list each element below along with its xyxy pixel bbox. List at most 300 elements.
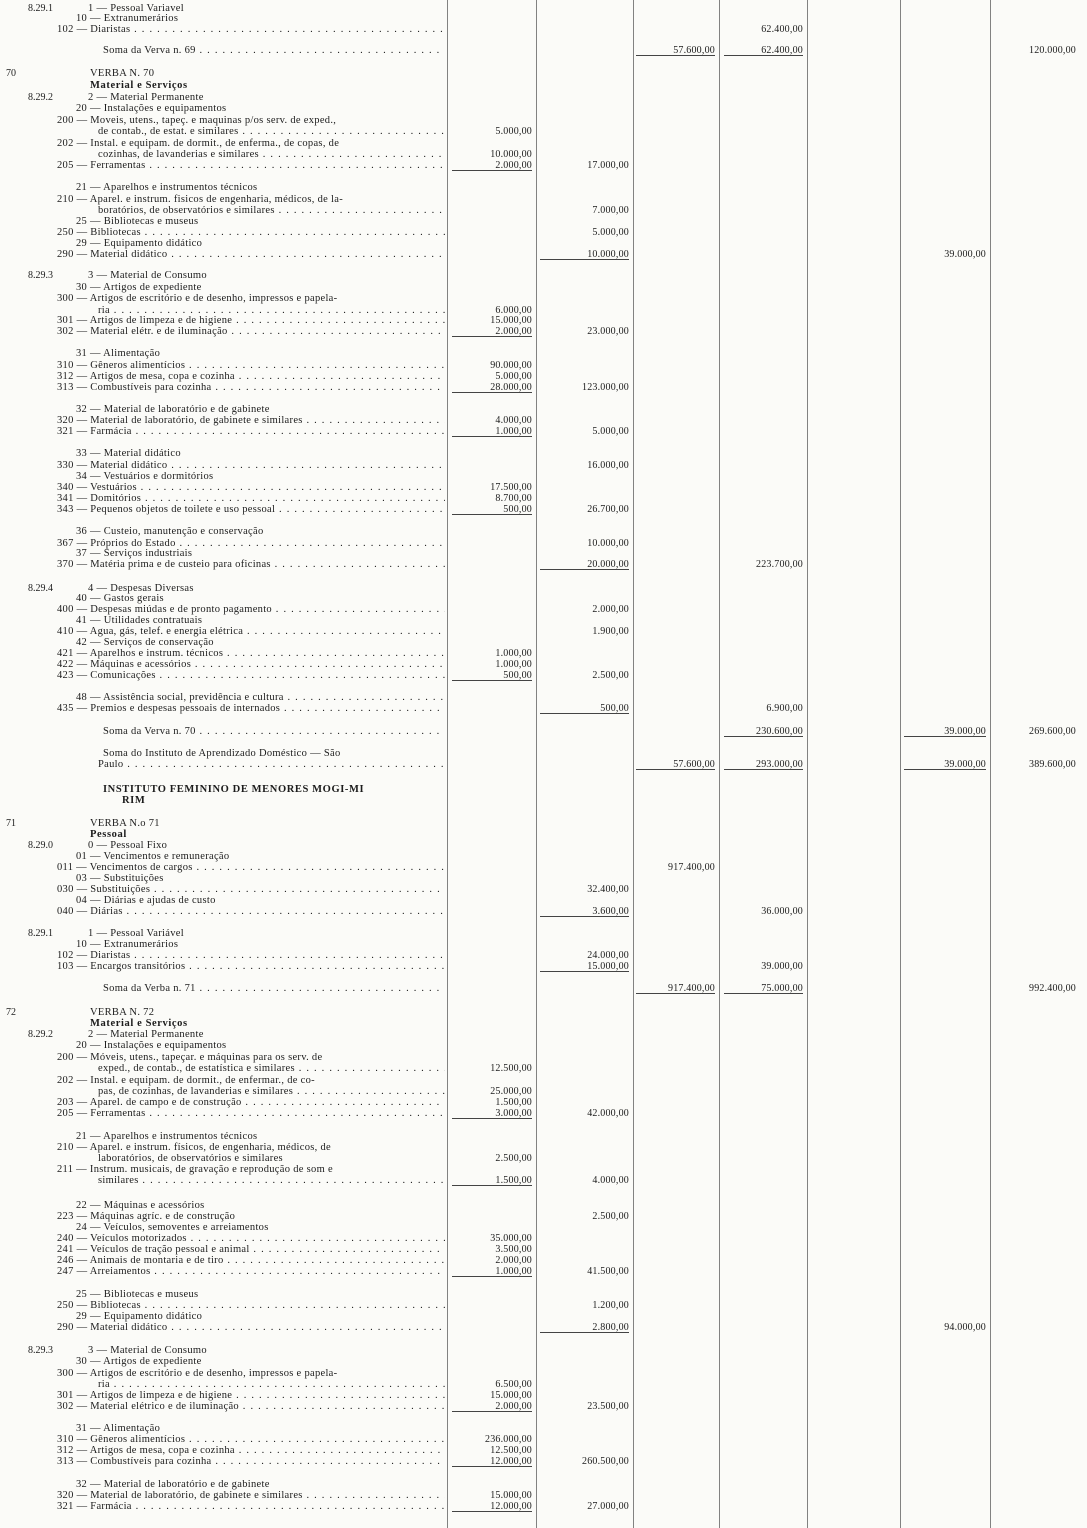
amount-column-3: 917.400,00: [668, 862, 715, 873]
item-description: Soma do Instituto de Aprendizado Doméstico — São: [103, 748, 341, 759]
verba-number: 72: [6, 1007, 16, 1018]
item-description: 25 — Bibliotecas e museus: [76, 216, 199, 227]
item-description: 367 — Próprios do Estado . . .: [57, 538, 445, 549]
item-description: 03 — Substituições: [76, 873, 164, 884]
budget-row: [0, 238, 1087, 249]
amount-column-2: 2.000,00: [592, 604, 629, 615]
budget-row: [0, 138, 1087, 149]
amount-column-2: 16.000,00: [587, 460, 629, 471]
item-description: 34 — Vestuários e dormitórios: [76, 471, 214, 482]
amount-column-4: 39.000,00: [761, 961, 803, 972]
item-description: 330 — Material didático . . .: [57, 460, 445, 471]
budget-row: [0, 895, 1087, 906]
budget-row: [0, 493, 1087, 504]
item-description: 103 — Encargos transitórios . . .: [57, 961, 445, 972]
budget-row: [0, 216, 1087, 227]
budget-row: [0, 1255, 1087, 1266]
budget-row: [0, 818, 1087, 829]
amount-column-6: 389.600,00: [1029, 759, 1076, 770]
amount-column-2: 1.900,00: [592, 626, 629, 637]
budget-row: [0, 115, 1087, 126]
budget-row: [0, 1200, 1087, 1211]
amount-column-1: 236.000,00: [485, 1434, 532, 1445]
amount-column-4: 75.000,00: [724, 983, 803, 994]
item-code: 8.29.2: [28, 92, 53, 103]
amount-column-1: 2.500,00: [495, 1153, 532, 1164]
item-description: 370 — Matéria prima e de custeio para oficinas . . .: [57, 559, 445, 570]
budget-row: [0, 1401, 1087, 1412]
item-description: Paulo . . .: [98, 759, 445, 770]
budget-row: [0, 1175, 1087, 1186]
item-description: 2 — Material Permanente: [88, 1029, 204, 1040]
item-description: Soma da Verva n. 69 . . .: [103, 45, 445, 56]
item-description: 290 — Material didático . . .: [57, 1322, 445, 1333]
budget-row: [0, 604, 1087, 615]
budget-row: [0, 1142, 1087, 1153]
budget-row: [0, 795, 1087, 806]
amount-column-1: 15.000,00: [490, 1390, 532, 1401]
budget-row: [0, 670, 1087, 681]
amount-column-1: 6.000,00: [495, 305, 532, 316]
amount-column-6: 269.600,00: [1029, 726, 1076, 737]
item-description: 21 — Aparelhos e instrumentos técnicos: [76, 182, 258, 193]
item-description: Soma da Verba n. 71 . . .: [103, 983, 445, 994]
item-description: 223 — Máquinas agríc. e de construção: [57, 1211, 236, 1222]
item-description: 42 — Serviços de conservação: [76, 637, 214, 648]
item-description: VERBA N.o 71: [90, 818, 160, 829]
item-description: 48 — Assistência social, previdência e cultura . . .: [76, 692, 445, 703]
item-description: Material e Serviços: [90, 1018, 188, 1029]
budget-row: [0, 282, 1087, 293]
amount-column-2: 10.000,00: [540, 249, 629, 260]
budget-row: [0, 68, 1087, 79]
item-description: 29 — Equipamento didático: [76, 238, 203, 249]
budget-row: [0, 326, 1087, 337]
budget-row: [0, 983, 1087, 994]
item-description: 421 — Aparelhos e instrum. técnicos . . .: [57, 648, 445, 659]
budget-row: [0, 851, 1087, 862]
budget-row: [0, 1244, 1087, 1255]
item-description: 24 — Veículos, semoventes e arreiamentos: [76, 1222, 269, 1233]
budget-row: [0, 637, 1087, 648]
amount-column-1: 15.000,00: [490, 1490, 532, 1501]
budget-row: [0, 126, 1087, 137]
verba-number: 71: [6, 818, 16, 829]
budget-row: [0, 80, 1087, 91]
amount-column-3: 917.400,00: [636, 983, 715, 994]
amount-column-1: 1.500,00: [452, 1175, 532, 1186]
amount-column-1: 1.000,00: [495, 648, 532, 659]
item-description: VERBA N. 72: [90, 1007, 155, 1018]
budget-row: [0, 1490, 1087, 1501]
amount-column-2: 2.500,00: [592, 670, 629, 681]
item-description: 29 — Equipamento didático: [76, 1311, 203, 1322]
item-description: boratórios, de observatórios e similares . . .: [98, 205, 445, 216]
item-description: 030 — Substituições . . .: [57, 884, 445, 895]
budget-row: [0, 293, 1087, 304]
budget-row: [0, 1108, 1087, 1119]
item-description: 4 — Despesas Diversas: [88, 583, 194, 594]
budget-row: [0, 103, 1087, 114]
budget-row: [0, 884, 1087, 895]
budget-row: [0, 1356, 1087, 1367]
budget-row: [0, 626, 1087, 637]
budget-row: [0, 1153, 1087, 1164]
amount-column-1: 35.000,00: [490, 1233, 532, 1244]
item-description: 20 — Instalações e equipamentos: [76, 1040, 227, 1051]
item-description: cozinhas, de lavanderias e similares . . .: [98, 149, 445, 160]
amount-column-4: 62.400,00: [761, 24, 803, 35]
budget-row: [0, 1211, 1087, 1222]
amount-column-1: 2.000,00: [452, 326, 532, 337]
item-description: laboratórios, de observatórios e similares: [98, 1153, 283, 1164]
budget-row: [0, 1233, 1087, 1244]
item-description: 040 — Diárias . . .: [57, 906, 445, 917]
item-description: 313 — Combustíveis para cozinha . . .: [57, 1456, 445, 1467]
budget-row: [0, 471, 1087, 482]
budget-row: [0, 45, 1087, 56]
item-description: 3 — Material de Consumo: [88, 1345, 207, 1356]
amount-column-1: 12.000,00: [452, 1456, 532, 1467]
item-description: Material e Serviços: [90, 80, 188, 91]
item-description: de contab., de estat. e similares . . .: [98, 126, 445, 137]
budget-row: [0, 1379, 1087, 1390]
amount-column-1: 1.000,00: [452, 426, 532, 437]
item-code: 8.29.1: [28, 928, 53, 939]
item-description: 320 — Material de laboratório, de gabinete e similares . . .: [57, 1490, 445, 1501]
amount-column-2: 3.600,00: [540, 906, 629, 917]
item-description: 301 — Artigos de limpeza e de higiene . . .: [57, 1390, 445, 1401]
item-description: 21 — Aparelhos e instrumentos técnicos: [76, 1131, 258, 1142]
amount-column-2: 7.000,00: [592, 205, 629, 216]
verba-number: 70: [6, 68, 16, 79]
budget-row: [0, 748, 1087, 759]
item-description: 210 — Aparel. e instrum. fisicos de engenharia, médicos, de la-: [57, 194, 343, 205]
budget-row: [0, 1456, 1087, 1467]
item-description: 3 — Material de Consumo: [88, 270, 207, 281]
item-description: 211 — Instrum. musicais, de gravação e reprodução de som e: [57, 1164, 333, 1175]
item-description: pas, de cozinhas, de lavanderias e similares . . .: [98, 1086, 445, 1097]
item-description: 0 — Pessoal Fixo: [88, 840, 168, 851]
budget-row: [0, 1289, 1087, 1300]
item-description: 32 — Material de laboratório e de gabinete: [76, 1479, 270, 1490]
amount-column-2: 23.000,00: [587, 326, 629, 337]
item-description: 30 — Artigos de expediente: [76, 282, 202, 293]
budget-row: [0, 906, 1087, 917]
amount-column-1: 1.000,00: [495, 659, 532, 670]
amount-column-2: 42.000,00: [587, 1108, 629, 1119]
item-description: 410 — Agua, gás, telef. e energia elétrica . . .: [57, 626, 445, 637]
budget-row: [0, 1423, 1087, 1434]
budget-row: [0, 1075, 1087, 1086]
budget-row: [0, 1097, 1087, 1108]
amount-column-1: 10.000,00: [490, 149, 532, 160]
item-description: 202 — Instal. e equipam. de dormit., de enferma., de copas, de: [57, 138, 340, 149]
amount-column-5: 39.000,00: [944, 249, 986, 260]
amount-column-3: 57.600,00: [636, 759, 715, 770]
amount-column-6: 992.400,00: [1029, 983, 1076, 994]
item-description: 423 — Comunicações . . .: [57, 670, 445, 681]
item-description: 340 — Vestuários . . .: [57, 482, 445, 493]
item-description: 343 — Pequenos objetos de toilete e uso pessoal . . .: [57, 504, 445, 515]
item-description: 341 — Domitórios . . .: [57, 493, 445, 504]
budget-row: [0, 448, 1087, 459]
item-description: 10 — Extranumerários: [76, 939, 179, 950]
amount-column-2: 15.000,00: [540, 961, 629, 972]
amount-column-1: 3.000,00: [452, 1108, 532, 1119]
item-description: exped., de contab., de estatística e similares . . .: [98, 1063, 445, 1074]
item-code: 8.29.2: [28, 1029, 53, 1040]
item-description: 31 — Alimentação: [76, 348, 161, 359]
amount-column-1: 3.500,00: [495, 1244, 532, 1255]
item-description: 241 — Veículos de tração pessoal e animal . . .: [57, 1244, 445, 1255]
item-description: 202 — Instal. e equipam. de dormit., de enfermar., de co-: [57, 1075, 315, 1086]
item-description: 321 — Farmácia . . .: [57, 1501, 445, 1512]
budget-row: [0, 615, 1087, 626]
item-description: 240 — Veículos motorizados . . .: [57, 1233, 445, 1244]
budget-row: [0, 1007, 1087, 1018]
item-description: similares . . .: [98, 1175, 445, 1186]
amount-column-1: 1.000,00: [452, 1266, 532, 1277]
item-description: 33 — Material didático: [76, 448, 181, 459]
item-description: 435 — Premios e despesas pessoais de internados . . .: [57, 703, 445, 714]
budget-row: [0, 526, 1087, 537]
budget-row: [0, 1322, 1087, 1333]
item-description: 310 — Gêneros alimentícios . . .: [57, 360, 445, 371]
item-description: 302 — Material elétr. e de iluminação . . .: [57, 326, 445, 337]
budget-row: [0, 1164, 1087, 1175]
item-description: 011 — Vencimentos de cargos . . .: [57, 862, 445, 873]
budget-row: [0, 382, 1087, 393]
amount-column-1: 25.000,00: [490, 1086, 532, 1097]
amount-column-2: 2.800,00: [540, 1322, 629, 1333]
budget-row: [0, 703, 1087, 714]
amount-column-1: 500,00: [452, 504, 532, 515]
item-description: 312 — Artigos de mesa, copa e cozinha . . .: [57, 1445, 445, 1456]
item-description: 2 — Material Permanente: [88, 92, 204, 103]
budget-row: [0, 360, 1087, 371]
item-description: 302 — Material elétrico e de iluminação . . .: [57, 1401, 445, 1412]
budget-row: [0, 1063, 1087, 1074]
item-code: 8.29.3: [28, 1345, 53, 1356]
item-description: 290 — Material didático . . .: [57, 249, 445, 260]
budget-row: [0, 1029, 1087, 1040]
amount-column-2: 5.000,00: [592, 227, 629, 238]
item-description: 40 — Gastos gerais: [76, 593, 164, 604]
budget-row: [0, 1368, 1087, 1379]
item-description: ria . . .: [98, 1379, 445, 1390]
budget-row: [0, 415, 1087, 426]
item-description: 205 — Ferramentas . . .: [57, 1108, 445, 1119]
amount-column-4: 230.600,00: [724, 726, 803, 737]
budget-row: [0, 1040, 1087, 1051]
item-description: 246 — Animais de montaria e de tiro . . .: [57, 1255, 445, 1266]
amount-column-3: 57.600,00: [636, 45, 715, 56]
item-description: 321 — Farmácia . . .: [57, 426, 445, 437]
amount-column-1: 2.000,00: [495, 1255, 532, 1266]
item-description: 31 — Alimentação: [76, 1423, 161, 1434]
item-description: 04 — Diárias e ajudas de custo: [76, 895, 216, 906]
amount-column-4: 223.700,00: [756, 559, 803, 570]
amount-column-1: 28.000,00: [452, 382, 532, 393]
budget-row: [0, 548, 1087, 559]
amount-column-1: 12.000,00: [452, 1501, 532, 1512]
budget-row: [0, 1052, 1087, 1063]
amount-column-1: 6.500,00: [495, 1379, 532, 1390]
budget-row: [0, 1300, 1087, 1311]
amount-column-1: 5.000,00: [495, 126, 532, 137]
item-description: 41 — Utilidades contratuais: [76, 615, 203, 626]
budget-row: [0, 840, 1087, 851]
amount-column-2: 500,00: [540, 703, 629, 714]
budget-row: [0, 559, 1087, 570]
budget-row: [0, 460, 1087, 471]
amount-column-5: 39.000,00: [904, 726, 986, 737]
item-description: 205 — Ferramentas . . .: [57, 160, 445, 171]
amount-column-4: 6.900,00: [766, 703, 803, 714]
budget-row: [0, 1018, 1087, 1029]
budget-row: [0, 873, 1087, 884]
item-description: 203 — Aparel. de campo e de construção . . .: [57, 1097, 445, 1108]
budget-row: [0, 92, 1087, 103]
item-code: 8.29.0: [28, 840, 53, 851]
budget-row: [0, 348, 1087, 359]
item-description: 10 — Extranumerários: [76, 13, 179, 24]
item-description: 312 — Artigos de mesa, copa e cozinha . . .: [57, 371, 445, 382]
budget-row: [0, 371, 1087, 382]
item-description: 22 — Máquinas e acessórios: [76, 1200, 205, 1211]
amount-column-1: 500,00: [452, 670, 532, 681]
item-description: 400 — Despesas miúdas e de pronto pagamento . . .: [57, 604, 445, 615]
item-description: 247 — Arreiamentos . . .: [57, 1266, 445, 1277]
item-description: 32 — Material de laboratório e de gabinete: [76, 404, 270, 415]
budget-row: [0, 160, 1087, 171]
budget-row: [0, 1086, 1087, 1097]
budget-row: [0, 13, 1087, 24]
item-description: 300 — Artigos de escritório e de desenho, impressos e papela-: [57, 1368, 338, 1379]
amount-column-4: 36.000,00: [761, 906, 803, 917]
amount-column-5: 94.000,00: [944, 1322, 986, 1333]
budget-row: [0, 1266, 1087, 1277]
amount-column-2: 26.700,00: [587, 504, 629, 515]
item-description: 102 — Diaristas . . .: [57, 24, 445, 35]
budget-row: [0, 829, 1087, 840]
budget-row: [0, 149, 1087, 160]
budget-row: [0, 482, 1087, 493]
item-description: 250 — Bibliotecas . . .: [57, 227, 445, 238]
amount-column-1: 2.000,00: [452, 1401, 532, 1412]
budget-row: [0, 426, 1087, 437]
amount-column-6: 120.000,00: [1029, 45, 1076, 56]
budget-row: [0, 194, 1087, 205]
amount-column-2: 27.000,00: [587, 1501, 629, 1512]
budget-row: [0, 1222, 1087, 1233]
budget-row: [0, 249, 1087, 260]
amount-column-1: 8.700,00: [495, 493, 532, 504]
item-description: 1 — Pessoal Variável: [88, 928, 184, 939]
amount-column-4: 62.400,00: [724, 45, 803, 56]
amount-column-2: 260.500,00: [582, 1456, 629, 1467]
amount-column-2: 10.000,00: [587, 538, 629, 549]
budget-row: [0, 205, 1087, 216]
budget-row: [0, 726, 1087, 737]
budget-row: [0, 1434, 1087, 1445]
item-description: VERBA N. 70: [90, 68, 155, 79]
budget-row: [0, 648, 1087, 659]
item-description: 210 — Aparel. e instrum. físicos, de engenharia, médicos, de: [57, 1142, 332, 1153]
item-code: 8.29.4: [28, 583, 53, 594]
item-code: 8.29.1: [28, 3, 53, 14]
amount-column-2: 41.500,00: [587, 1266, 629, 1277]
item-description: 30 — Artigos de expediente: [76, 1356, 202, 1367]
amount-column-1: 17.500,00: [490, 482, 532, 493]
item-description: INSTITUTO FEMININO DE MENORES MOGI-MI: [103, 784, 365, 795]
budget-row: [0, 961, 1087, 972]
item-description: 01 — Vencimentos e remuneração: [76, 851, 230, 862]
budget-row: [0, 1479, 1087, 1490]
amount-column-4: 293.000,00: [724, 759, 803, 770]
budget-row: [0, 1501, 1087, 1512]
item-description: Pessoal: [90, 829, 127, 840]
amount-column-1: 1.500,00: [495, 1097, 532, 1108]
budget-row: [0, 784, 1087, 795]
item-description: 25 — Bibliotecas e museus: [76, 1289, 199, 1300]
amount-column-1: 5.000,00: [495, 371, 532, 382]
item-description: 313 — Combustíveis para cozinha . . .: [57, 382, 445, 393]
budget-row: [0, 504, 1087, 515]
budget-row: [0, 24, 1087, 35]
amount-column-2: 24.000,00: [587, 950, 629, 961]
amount-column-1: 12.500,00: [490, 1063, 532, 1074]
item-description: Soma da Verva n. 70 . . .: [103, 726, 445, 737]
budget-row: [0, 227, 1087, 238]
amount-column-2: 17.000,00: [587, 160, 629, 171]
budget-row: [0, 659, 1087, 670]
amount-column-2: 4.000,00: [592, 1175, 629, 1186]
budget-row: [0, 928, 1087, 939]
budget-row: [0, 759, 1087, 770]
budget-row: [0, 270, 1087, 281]
budget-row: [0, 1445, 1087, 1456]
item-description: 301 — Artigos de limpeza e de higiene . . .: [57, 315, 445, 326]
budget-row: [0, 950, 1087, 961]
budget-row: [0, 1131, 1087, 1142]
item-description: 200 — Moveis, utens., tapeç. e maquinas p/os serv. de exped.,: [57, 115, 337, 126]
item-description: 1 — Pessoal Variavel: [88, 3, 184, 14]
item-description: 300 — Artigos de escritório e de desenho, impressos e papela-: [57, 293, 338, 304]
budget-row: [0, 315, 1087, 326]
item-description: RIM: [122, 795, 146, 806]
budget-row: [0, 939, 1087, 950]
item-description: 310 — Gêneros alimentícios . . .: [57, 1434, 445, 1445]
item-description: 250 — Bibliotecas . . .: [57, 1300, 445, 1311]
budget-row: [0, 182, 1087, 193]
budget-row: [0, 404, 1087, 415]
item-code: 8.29.3: [28, 270, 53, 281]
budget-row: [0, 862, 1087, 873]
amount-column-2: 5.000,00: [592, 426, 629, 437]
item-description: 200 — Móveis, utens., tapeçar. e máquinas para os serv. de: [57, 1052, 323, 1063]
amount-column-1: 15.000,00: [490, 315, 532, 326]
budget-row: [0, 1390, 1087, 1401]
amount-column-5: 39.000,00: [904, 759, 986, 770]
amount-column-2: 1.200,00: [592, 1300, 629, 1311]
amount-column-2: 123.000,00: [582, 382, 629, 393]
budget-row: [0, 1345, 1087, 1356]
item-description: 422 — Máquinas e acessórios . . .: [57, 659, 445, 670]
amount-column-1: 90.000,00: [490, 360, 532, 371]
item-description: 320 — Material de laboratório, de gabinete e similares . . .: [57, 415, 445, 426]
